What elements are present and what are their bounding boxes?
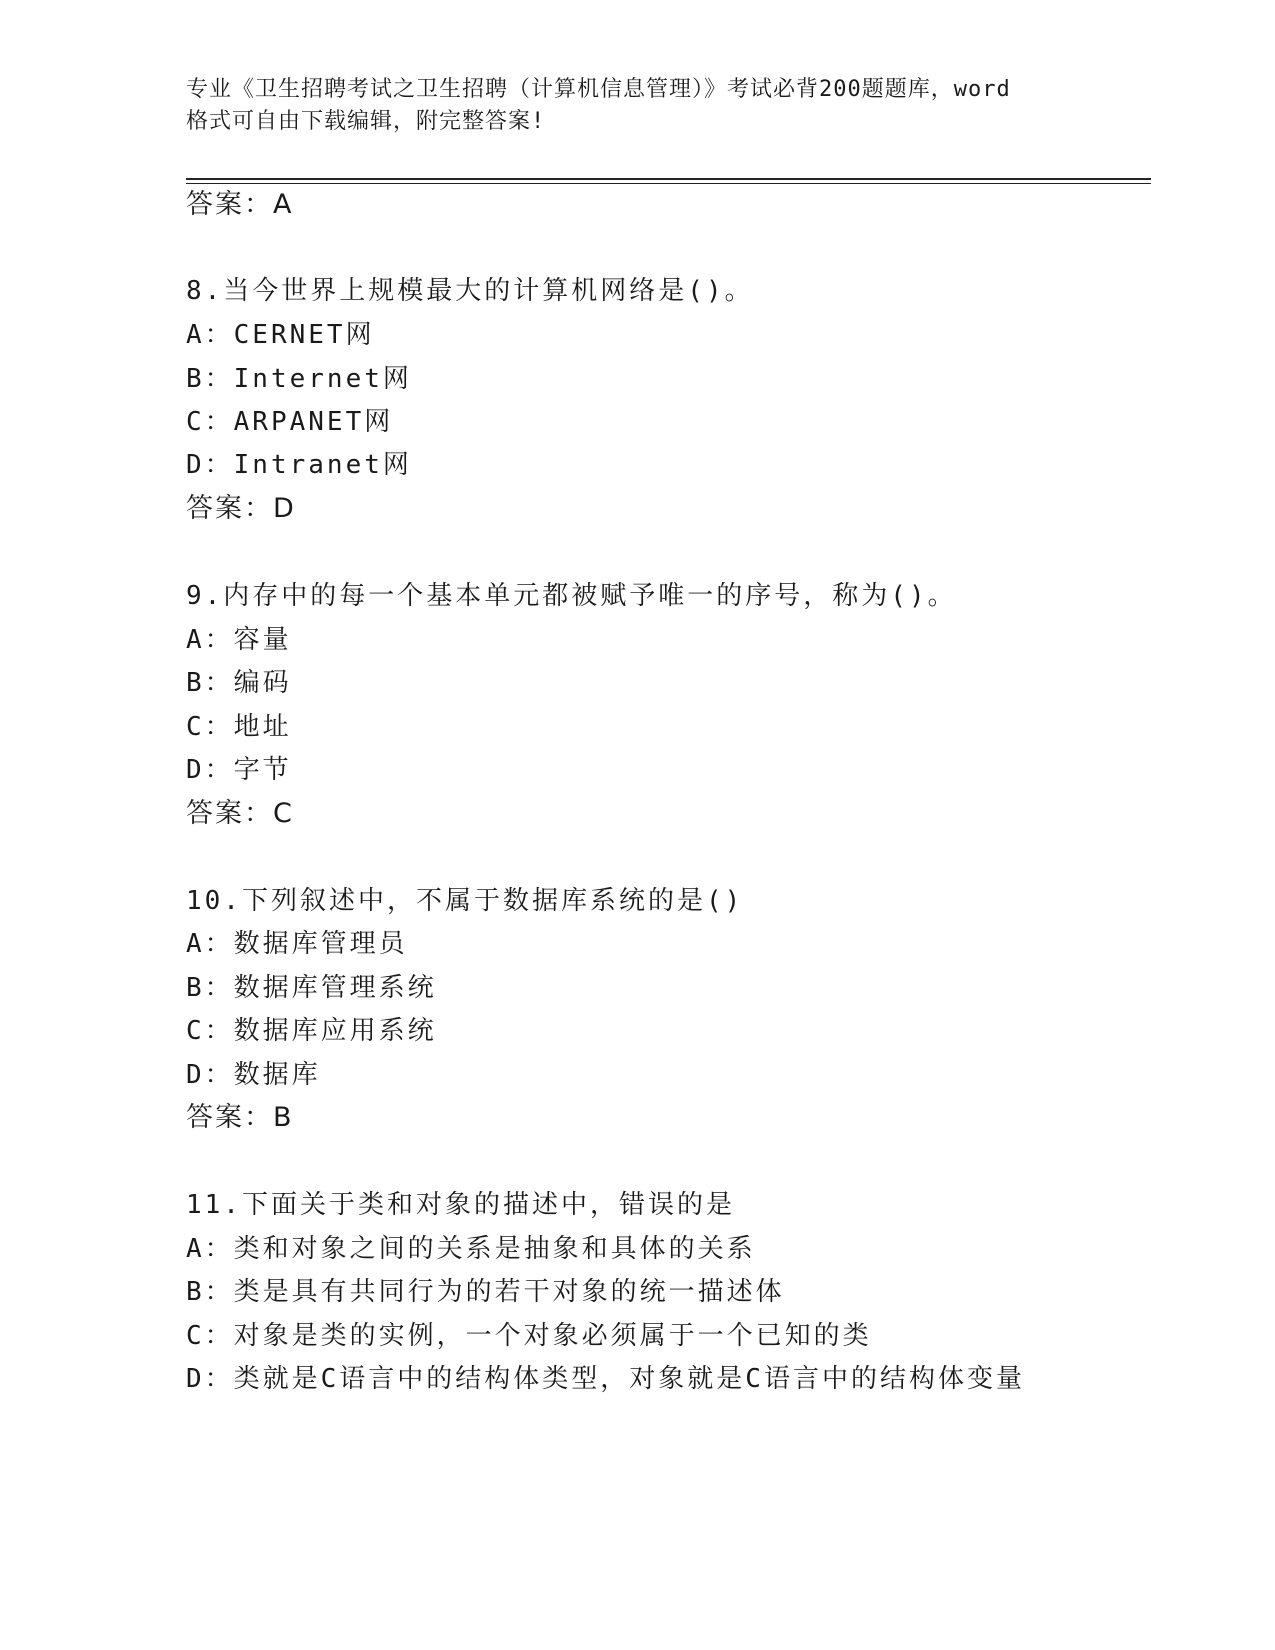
document-header [186, 74, 1086, 138]
option-a: A：数据库管理员 [186, 929, 408, 959]
option-c: C：数据库应用系统 [186, 1016, 437, 1046]
option-a: A：容量 [186, 625, 292, 655]
header-subtitle-line: 格式可自由下载编辑，附完整答案! [186, 109, 546, 134]
header-divider-thin [186, 183, 1151, 184]
option-c: C：地址 [186, 712, 292, 742]
answer-label: 答案：D [186, 493, 296, 524]
option-d: D：Intranet网 [186, 450, 412, 480]
answer-label: 答案：C [186, 798, 294, 829]
question-stem: 11.下面关于类和对象的描述中，错误的是 [186, 1190, 735, 1220]
header-divider-thick [186, 178, 1151, 180]
question-stem: 9.内存中的每一个基本单元都被赋予唯一的序号，称为()。 [186, 581, 957, 611]
option-c: C：对象是类的实例，一个对象必须属于一个已知的类 [186, 1321, 872, 1351]
option-b: B：数据库管理系统 [186, 973, 437, 1003]
header-title-line: 专业《卫生招聘考试之卫生招聘（计算机信息管理）》考试必背200题题库，word [186, 77, 1011, 102]
option-d: D：字节 [186, 755, 292, 785]
previous-answer: 答案：A [186, 189, 294, 220]
option-b: B：类是具有共同行为的若干对象的统一描述体 [186, 1277, 785, 1307]
option-b: B：Internet网 [186, 364, 412, 394]
option-d: D：数据库 [186, 1060, 321, 1090]
option-c: C：ARPANET网 [186, 407, 394, 437]
question-stem: 10.下列叙述中，不属于数据库系统的是() [186, 886, 744, 916]
option-b: B：编码 [186, 668, 292, 698]
option-d: D：类就是C语言中的结构体类型，对象就是C语言中的结构体变量 [186, 1364, 1025, 1394]
option-a: A：CERNET网 [186, 320, 375, 350]
option-a: A：类和对象之间的关系是抽象和具体的关系 [186, 1234, 756, 1264]
answer-label: 答案：B [186, 1102, 294, 1133]
question-stem: 8.当今世界上规模最大的计算机网络是()。 [186, 276, 754, 306]
